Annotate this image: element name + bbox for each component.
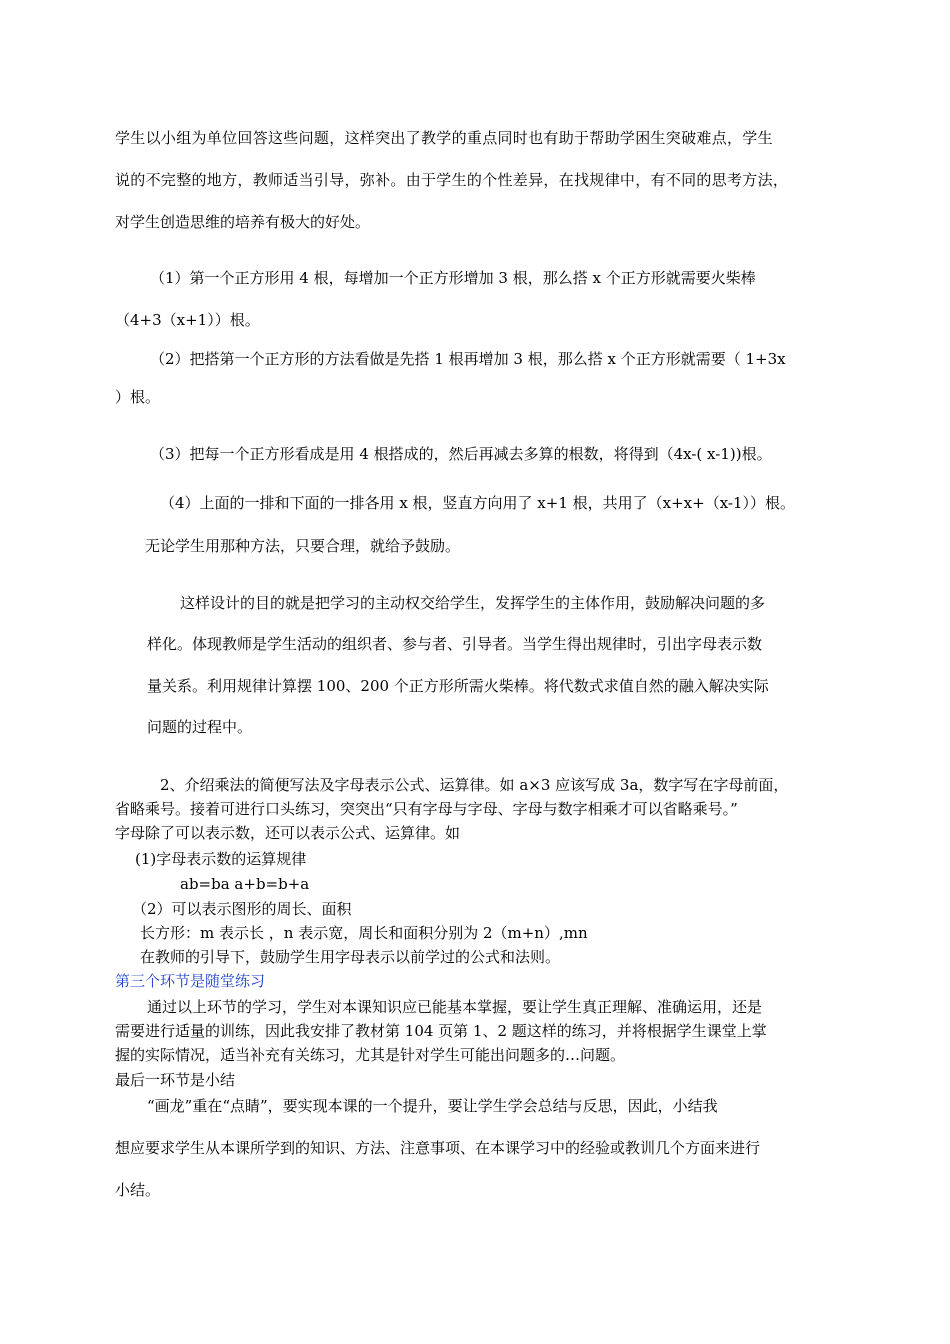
text-line: 这样设计的目的就是把学习的主动权交给学生，发挥学生的主体作用，鼓励解决问题的多	[180, 594, 766, 612]
text-line: 在教师的引导下，鼓励学生用字母表示以前学过的公式和法则。	[140, 948, 561, 966]
text-line: 样化。体现教师是学生活动的组织者、参与者、引导者。当学生得出规律时，引出字母表示数	[147, 635, 763, 653]
text-line: 字母除了可以表示数，还可以表示公式、运算律。如	[115, 824, 461, 842]
text-line: 长方形：m 表示长 ，n 表示宽，周长和面积分别为 2（m+n）,mn	[140, 924, 588, 942]
text-line: 无论学生用那种方法，只要合理，就给予鼓励。	[145, 537, 461, 555]
text-line: （2）可以表示图形的周长、面积	[132, 900, 352, 918]
text-line: 省略乘号。接着可进行口头练习，突突出“只有字母与字母、字母与数字相乘才可以省略乘号。”	[115, 800, 738, 818]
text-line: 学生以小组为单位回答这些问题，这样突出了教学的重点同时也有助于帮助学困生突破难点，学生	[115, 129, 773, 147]
text-line: 问题的过程中。	[147, 718, 253, 736]
text-line: “画龙”重在“点睛”，要实现本课的一个提升，要让学生学会总结与反思，因此，小结我	[147, 1097, 718, 1115]
text-line: ab=ba a+b=b+a	[180, 875, 310, 893]
text-line: 对学生创造思维的培养有极大的好处。	[115, 213, 371, 231]
text-line: 握的实际情况，适当补充有关练习，尤其是针对学生可能出问题多的…问题。	[115, 1046, 626, 1064]
text-line: 量关系。利用规律计算摆 100、200 个正方形所需火柴棒。将代数式求值自然的融入解决实际	[147, 677, 769, 695]
text-line: （2）把搭第一个正方形的方法看做是先搭 1 根再增加 3 根，那么搭 x 个正方形就需要（ 1+3x	[150, 350, 786, 368]
text-line: 需要进行适量的训练，因此我安排了教材第 104 页第 1、2 题这样的练习，并将根据学生课堂上掌	[115, 1022, 767, 1040]
section-heading: 最后一环节是小结	[115, 1071, 236, 1089]
text-line: 2、介绍乘法的简便写法及字母表示公式、运算律。如 a×3 应该写成 3a，数字写在字母前面，	[160, 776, 789, 794]
text-line: 想应要求学生从本课所学到的知识、方法、注意事项、在本课学习中的经验或教训几个方面来进行	[115, 1139, 761, 1157]
text-line: （1）第一个正方形用 4 根，每增加一个正方形增加 3 根，那么搭 x 个正方形就需要火柴棒	[150, 269, 756, 287]
text-line: （4）上面的一排和下面的一排各用 x 根，竖直方向用了 x+1 根，共用了（x+x+（x-1））根。	[160, 494, 796, 512]
text-line: (1)字母表示数的运算规律	[135, 850, 307, 868]
text-line: 小结。	[115, 1181, 161, 1199]
text-line: ）根。	[115, 388, 161, 406]
text-line: 说的不完整的地方，教师适当引导，弥补。由于学生的个性差异，在找规律中，有不同的思考方法，	[115, 171, 789, 189]
text-line: 通过以上环节的学习，学生对本课知识应已能基本掌握，要让学生真正理解、准确运用，还是	[147, 998, 763, 1016]
text-line: （3）把每一个正方形看成是用 4 根搭成的，然后再减去多算的根数，将得到（4x-( x-1))根。	[150, 445, 772, 463]
section-heading: 第三个环节是随堂练习	[115, 972, 266, 990]
text-line: （4+3（x+1））根。	[115, 311, 260, 329]
